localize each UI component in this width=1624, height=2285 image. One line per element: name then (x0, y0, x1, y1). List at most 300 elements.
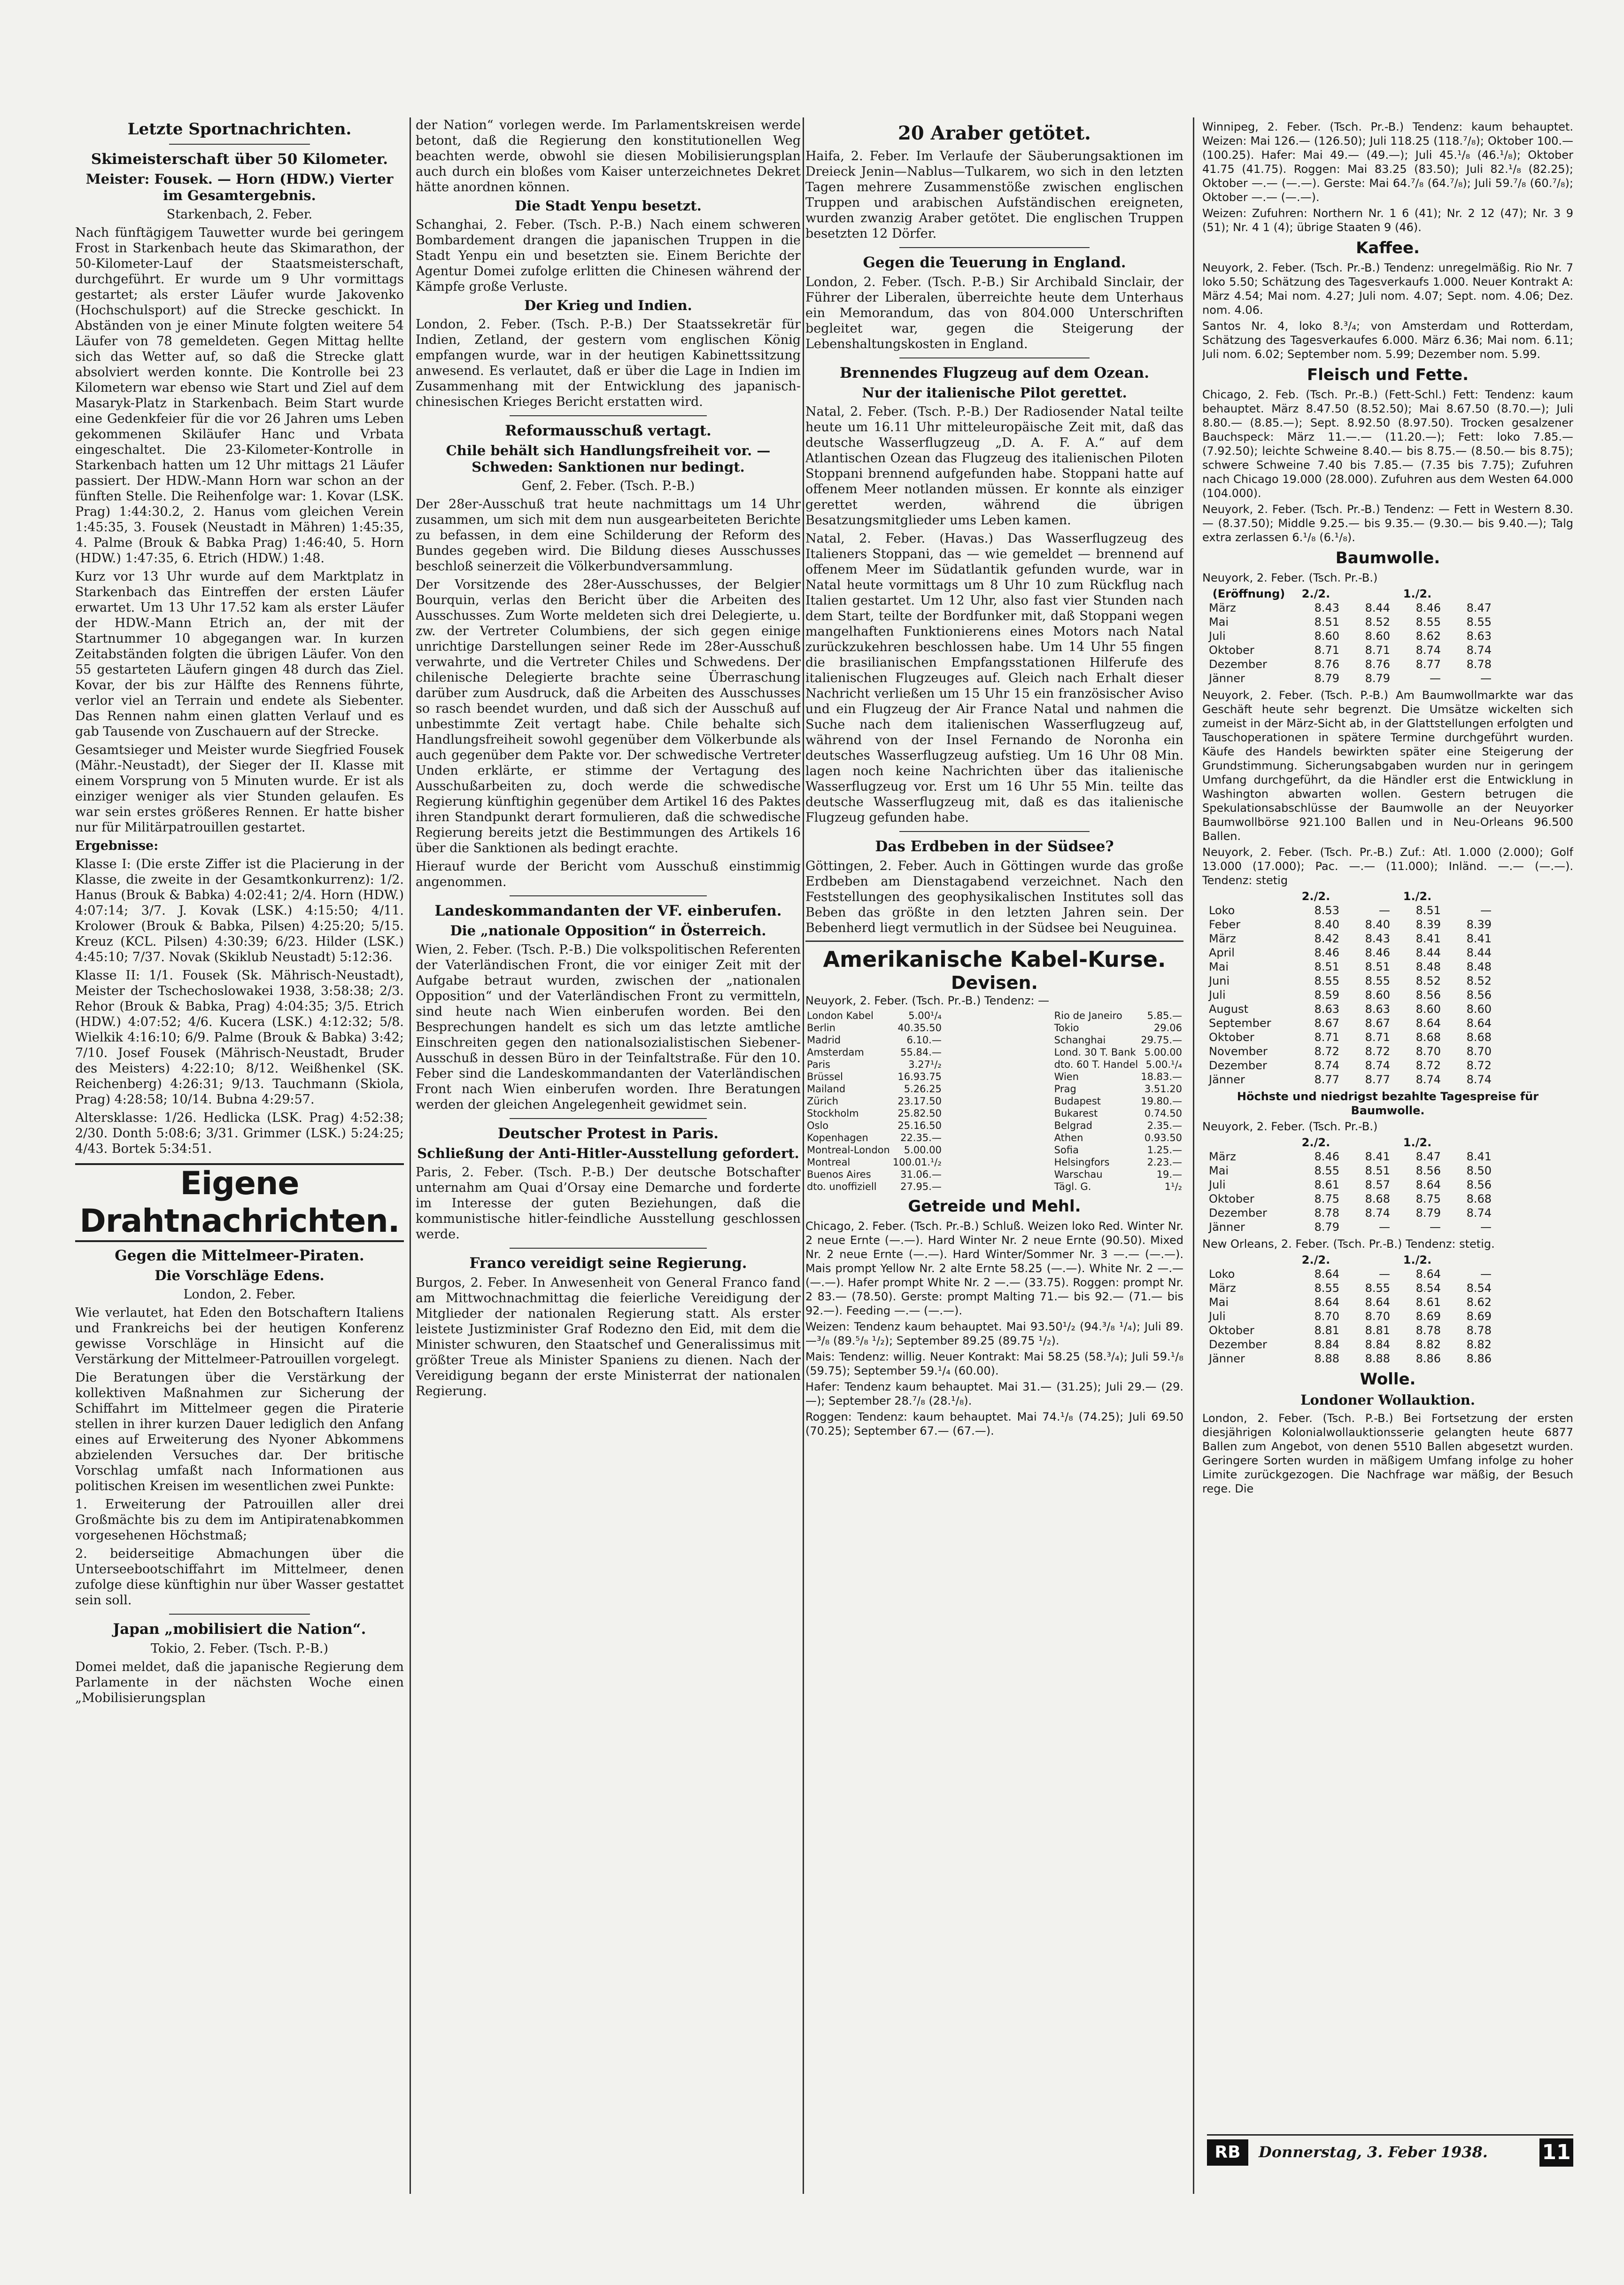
devisen-left-row (805, 1022, 943, 1034)
price-cell: 8.50 (1466, 1164, 1492, 1177)
table-header-cell (1443, 1253, 1493, 1267)
devisen-right-row (1053, 1119, 1183, 1132)
devisen-left-row (805, 1058, 943, 1071)
price-cell: 8.64 (1314, 1267, 1339, 1281)
med-paragraph-1: Wie verlautet, hat Eden den Botschaftern Italiens und Frankreichs bei der heutigen Konferenz gewisse Vorschläge in Hinsicht auf die Verstärkung der Mittelmeer-Patrouillen vorgelegt. (75, 1306, 404, 1367)
price-cell: 8.68 (1466, 1192, 1492, 1205)
table-row (1207, 1309, 1493, 1323)
getreide-paragraph-2: Weizen: Tendenz kaum behauptet. Mai 93.50¹/₂ (94.³/₈ ¹/₄); Juli 89.—³/₈ (89.⁵/₈ ¹/₂); September 89.25 (89.75 ¹/₂). (805, 1320, 1183, 1347)
devisen-right-row (1053, 1034, 1183, 1046)
table-row (1207, 960, 1493, 974)
flugzeug-subtitle: Nur der italienische Pilot gerettet. (862, 385, 1127, 401)
price-cell: 8.61 (1415, 1296, 1441, 1309)
currency-name: Schanghai (1054, 1034, 1106, 1046)
ski-results-age-class: Altersklasse: 1/26. Hedlicka (LSK. Prag) 4:52:38; 2/30. Donth 5:08:6; 3/31. Grimmer (LSK.) 5:24:25; 4/43. Bortek 5:34:51. (75, 1111, 404, 1156)
table-row (1207, 1220, 1493, 1234)
table-row (1207, 1002, 1493, 1016)
med-title: Gegen die Mittelmeer-Piraten. (115, 1247, 364, 1264)
currency-rate: 5.00.00 (1144, 1047, 1182, 1058)
london-wool-paragraph: London, 2. Feber. (Tsch. P.-B.) Bei Fortsetzung der ersten diesjährigen Kolonialwollauktionsserie gelangten heute 6877 Ballen zum Angebot, von denen 5510 Ballen abgesetzt wurden. Geringere Sorten wurden in mäßigem Umfang infolge zu hoher Limite zurückgezogen. Die Nachfrage war mäßig, der Besuch rege. Die (1202, 1412, 1573, 1495)
bw-paragraph-2: Neuyork, 2. Feber. (Tsch. Pr.-B.) Zuf.: Atl. 1.000 (2.000); Golf 13.000 (17.000); Pac. —.— (11.000); Inländ. —.— (—.—). Tendenz: stetig (1202, 846, 1573, 887)
vf-title: Landeskommandanten der VF. einberufen. (434, 902, 782, 919)
price-cell: — (1480, 672, 1492, 685)
bw2-table (1207, 889, 1493, 1087)
devisen-right-row (1053, 1168, 1183, 1181)
devisen-left-row (805, 1144, 943, 1156)
currency-rate: 100.01.¹/₂ (892, 1157, 942, 1168)
winnipeg-paragraph-2: Weizen: Zufuhren: Northern Nr. 1 6 (41); Nr. 2 12 (47); Nr. 3 9 (51); Nr. 4 1 (4); übrige Staaten 9 (46). (1202, 207, 1573, 234)
price-cell: 8.79 (1314, 1220, 1339, 1234)
devisen-left-row (805, 1095, 943, 1107)
reform-paragraph-3: Hierauf wurde der Bericht vom Ausschuß einstimmig angenommen. (416, 859, 801, 889)
med-paragraph-2: Die Beratungen über die Verstärkung der kollektiven Maßnahmen zur Sicherung der Schiffahrt im Mittelmeer gegen die Piraterie stellen in ihrer kurzen Dauer lediglich den Anfang eines auf Erweiterung des Nyoner Abkommens abzielenden Versuches dar. Der britische Vorschlag umfaßt nach Informationen aus politischen Kreisen im wesentlichen zwei Punkte: (75, 1370, 404, 1493)
table-header-cell (1341, 1135, 1392, 1150)
currency-rate: 23.17.50 (897, 1096, 942, 1107)
devisen-table-right (1053, 1010, 1183, 1193)
table-header-cell: (Eröffnung) (1212, 587, 1285, 600)
price-cell: 8.74 (1365, 1059, 1390, 1072)
price-cell: 8.39 (1466, 918, 1492, 931)
price-cell: 8.74 (1466, 1073, 1492, 1086)
devisen-right-row (1053, 1058, 1183, 1071)
med-subtitle: Die Vorschläge Edens. (155, 1267, 325, 1283)
currency-rate: 29.06 (1153, 1022, 1182, 1034)
issue-date: Donnerstag, 3. Feber 1938. (1259, 2143, 1488, 2161)
divider (510, 1248, 707, 1249)
price-cell: 8.74 (1466, 644, 1492, 657)
currency-name: Amsterdam (807, 1047, 864, 1058)
month-cell: Juli (1209, 1178, 1226, 1191)
price-cell: 8.71 (1314, 1031, 1339, 1044)
price-cell: 8.81 (1365, 1324, 1390, 1337)
currency-rate: 29.75.— (1141, 1034, 1182, 1046)
price-cell: 8.70 (1314, 1310, 1339, 1323)
ski-results-label: Ergebnisse: (75, 839, 159, 853)
devisen-right-row (1053, 1010, 1183, 1022)
price-cell: 8.71 (1365, 644, 1390, 657)
price-cell: 8.74 (1415, 644, 1441, 657)
jap-paragraph-2: der Nation“ vorlegen werde. Im Parlamentskreisen werde betont, daß die Regierung den konstitutionellen Weg beachten werde, obwohl sie diesen Mobilisierungsplan auch durch ein bloßes vom Kaiser unterzeichnetes Dekret hätte anordnen können. (416, 118, 801, 194)
divider (510, 415, 707, 416)
price-cell: 8.68 (1365, 1192, 1390, 1205)
price-cell: 8.54 (1415, 1282, 1441, 1295)
currency-rate: 1¹/₂ (1164, 1181, 1182, 1192)
price-cell: 8.82 (1466, 1338, 1492, 1351)
price-cell: 8.47 (1415, 1150, 1441, 1163)
table-row (1207, 1323, 1493, 1337)
devisen-right-row (1053, 1107, 1183, 1119)
price-cell: 8.57 (1365, 1178, 1390, 1191)
price-cell: 8.74 (1466, 1206, 1492, 1220)
table-row (1207, 643, 1493, 657)
divider (510, 1118, 707, 1119)
column-rule (1193, 117, 1194, 2194)
table-header-cell: 2./2. (1301, 587, 1330, 600)
price-cell: 8.53 (1314, 904, 1339, 917)
price-cell: 8.52 (1365, 615, 1390, 629)
erdbeben-paragraph: Göttingen, 2. Feber. Auch in Göttingen wurde das große Erdbeben am Dienstagabend verzeichnet. Nach den Feststellungen des geophysikalischen Institutes soll das Beben das größte in den letzten Jahren sein. Der Bebenherd liegt vermutlich in der Südsee bei Neuguinea. (805, 859, 1183, 935)
month-cell: März (1209, 1150, 1236, 1163)
price-cell: 8.54 (1466, 1282, 1492, 1295)
currency-name: Lond. 30 T. Bank (1054, 1047, 1136, 1058)
currency-name: Oslo (807, 1120, 829, 1131)
table-row (1207, 601, 1493, 615)
getreide-paragraph-5: Roggen: Tendenz: kaum behauptet. Mai 74.¹/₈ (74.25); Juli 69.50 (70.25); September 67.— (67.—). (805, 1410, 1183, 1438)
price-cell: 8.46 (1365, 946, 1390, 959)
price-cell: 8.41 (1466, 1150, 1492, 1163)
currency-name: Budapest (1054, 1096, 1101, 1107)
vf-paragraph: Wien, 2. Feber. (Tsch. P.-B.) Die volkspolitischen Referenten der Vaterländischen Front, die vor einiger Zeit mit der Aufgabe betraut wurden, zwischen der „nationalen Opposition“ und der Vaterländischen Front zu vermitteln, sind heute nach Wien einberufen worden. Bei den Besprechungen handelt es sich um das letzte amtliche Einschreiten gegen den nationalsozialistischen Siebener-Ausschuß in dessen Büro in der Teinfaltstraße. Für den 10. Feber sind die Landeskommandanten der Vaterländischen Front nach Wien einberufen worden. Ihre Beratungen werden der gleichen Angelegenheit gewidmet sein. (416, 942, 801, 1112)
price-cell: 8.48 (1415, 960, 1441, 973)
table-header-cell (1443, 1135, 1493, 1150)
table-row (1207, 615, 1493, 629)
price-cell: 8.60 (1314, 630, 1339, 643)
price-cell: 8.69 (1466, 1310, 1492, 1323)
column-rule (803, 117, 804, 2194)
month-cell: Jänner (1209, 1352, 1245, 1365)
arab-title: 20 Araber getötet. (898, 122, 1091, 144)
devisen-right-row (1053, 1046, 1183, 1058)
devisen-right-row (1053, 1144, 1183, 1156)
kaffee-title: Kaffee. (1356, 239, 1420, 257)
table-row (1207, 1281, 1493, 1295)
kabel-title: Amerikanische Kabel-Kurse. (823, 947, 1166, 972)
price-cell: 8.56 (1466, 1178, 1492, 1191)
paris-title: Deutscher Protest in Paris. (497, 1125, 719, 1142)
price-cell: 8.74 (1415, 1073, 1441, 1086)
price-cell: 8.72 (1415, 1059, 1441, 1072)
divider (169, 144, 310, 145)
devisen-right-row (1053, 1132, 1183, 1144)
price-cell: 8.61 (1314, 1178, 1339, 1191)
devisen-left-row (805, 1107, 943, 1119)
ski-paragraph-1: Nach fünftägigem Tauwetter wurde bei geringem Frost in Starkenbach heute das Skimarathon, der 50-Kilometer-Lauf der Staatsmeisterschaft, durchgeführt. Er wurde um 9 Uhr vormittags gestartet; als erster Läufer wurde Jakovenko (Hochschulsport) auf die Strecke geschickt. In Abständen von je einer Minute folgten weitere 54 Läufer von 78 gemeldeten. Gegen Mittag hellte sich das Wetter auf, so daß die Strecke glatt absolviert werden konnte. Die Kontrolle bei 23 Kilometern war ebenso wie Start und Ziel auf dem Masaryk-Platz in Starkenbach. Beim Start wurde eine Gedenkfeier für die vor 26 Jahren ums Leben gekommenen Skiläufer Hanc und Vrbata eingeschaltet. Die 23-Kilometer-Kontrolle in Starkenbach hatten um 12 Uhr mittags 21 Läufer passiert. Der HDW.-Mann Horn war schon an der fünften Stelle. Die Reihenfolge war: 1. Kovar (LSK. Prag) 1:44:30.2, 2. Hanus vom gleichen Verein 1:45:35, 3. Fousek (Neustadt in Mähren) 1:45:35, 4. Palme (Brouk & Babka Prag) 1:46:40, 5. Horn (HDW.) 1:47:35, 6. Etrich (HDW.) 1:48. (75, 225, 404, 566)
price-cell: — (1480, 904, 1492, 917)
price-cell: 8.43 (1365, 932, 1390, 945)
price-cell: 8.79 (1365, 672, 1390, 685)
devisen-block (805, 994, 1183, 1438)
month-cell: Feber (1209, 918, 1241, 931)
currency-name: Athen (1054, 1132, 1083, 1143)
month-cell: Jänner (1209, 1073, 1245, 1086)
paris-paragraph: Paris, 2. Feber. (Tsch. P.-B.) Der deutsche Botschafter unternahm am Quai d’Orsay eine Demarche und forderte im Interesse der guten Beziehungen, daß die kommunistische hitler-feindliche Ausstellung geschlossen werde. (416, 1165, 801, 1242)
month-cell: Jänner (1209, 1220, 1245, 1234)
currency-name: Tokio (1054, 1022, 1079, 1034)
sport-heading: Letzte Sportnachrichten. (127, 120, 352, 139)
flugzeug-paragraph-2: Natal, 2. Feber. (Havas.) Das Wasserflugzeug des Italieners Stoppani, das — wie gemeldet — brennend auf offenem Meer im Südatlantik gefunden wurde, war in Natal heute vormittags um 8 Uhr 10 zum Rückflug nach Italien gestartet. Um 12 Uhr, also fast vier Stunden nach dem Start, teilte der Bordfunker mit, daß Stoppani wegen mangelhaften Funktionierens eines Motors nach Natal zurückzukehren beschlossen habe. Um 14 Uhr 55 fingen die brasilianischen Empfangsstationen Hilferufe des italienischen Flugzeuges auf. Gleich nach Erhalt dieser Nachricht verließen um 15 Uhr 15 ein französischer Aviso und ein Flugzeug der Air France Natal und nahmen die Suche nach dem italienischen Wasserflugzeug auf, während von der Insel Fernando de Noronha ein deutsches Wasserflugzeug aufstieg. Um 16 Uhr 08 Min. lagen noch keine Nachrichten über das italienische Wasserflugzeug vor. Erst um 16 Uhr 55 Min. teilte das deutsche Wasserflugzeug mit, daß es das italienische Flugzeug gefunden habe. (805, 531, 1183, 825)
month-cell: Juli (1209, 1310, 1226, 1323)
month-cell: Oktober (1209, 1324, 1254, 1337)
price-cell: 8.51 (1415, 904, 1441, 917)
price-cell: 8.70 (1365, 1310, 1390, 1323)
ski-subtitle: Meister: Fousek. — Horn (HDW.) Vierter im Gesamtergebnis. (85, 171, 394, 203)
table-row (1207, 1016, 1493, 1030)
currency-rate: 25.16.50 (897, 1120, 942, 1131)
table-row (1207, 629, 1493, 643)
price-cell: 8.70 (1466, 1045, 1492, 1058)
paris-subtitle: Schließung der Anti-Hitler-Ausstellung gefordert. (417, 1145, 799, 1161)
getreide-paragraph-3: Mais: Tendenz: willig. Neuer Kontrakt: Mai 58.25 (58.³/₄); Juli 59.¹/₈ (59.75); September 59.¹/₄ (60.00). (805, 1350, 1183, 1377)
currency-rate: 55.84.— (900, 1047, 942, 1058)
price-cell: 8.52 (1466, 974, 1492, 987)
table-header-cell (1207, 889, 1291, 903)
jap-title: Japan „mobilisiert die Nation“. (113, 1621, 366, 1638)
month-cell: März (1209, 601, 1236, 614)
currency-name: Bukarest (1054, 1108, 1098, 1119)
price-cell: 8.63 (1466, 630, 1492, 643)
kaffee-paragraph-1: Neuyork, 2. Feber. (Tsch. Pr.-B.) Tendenz: unregelmäßig. Rio Nr. 7 loko 5.50; Schätzung des Tagesverkaufs 1.000. Neuer Kontrakt A: März 4.54; Mai nom. 4.27; Juli nom. 4.07; Sept. nom. 4.06; Dez. nom. 4.06. (1202, 261, 1573, 317)
baumwolle-title: Baumwolle. (1335, 549, 1440, 567)
price-cell: 8.74 (1314, 1059, 1339, 1072)
med-paragraph-3: 1. Erweiterung der Patrouillen aller drei Großmächte bis zu dem im Antipiratenabkommen vorgesehenen Höchstmaß; (75, 1497, 404, 1543)
price-cell: 8.41 (1466, 932, 1492, 945)
table-header-cell (1443, 889, 1493, 903)
table-row (1207, 1178, 1493, 1192)
price-cell: 8.79 (1314, 672, 1339, 685)
price-cell: 8.84 (1314, 1338, 1339, 1351)
yenpu-title: Die Stadt Yenpu besetzt. (515, 198, 702, 214)
price-cell: 8.77 (1415, 658, 1441, 671)
table-row (1207, 1206, 1493, 1220)
currency-rate: 2.23.— (1147, 1157, 1182, 1168)
currency-rate: 19.— (1156, 1169, 1182, 1180)
price-cell: 8.68 (1466, 1031, 1492, 1044)
month-cell: Dezember (1209, 1338, 1267, 1351)
table-row (1207, 1352, 1493, 1366)
divider (805, 940, 1183, 942)
price-cell: — (1379, 1220, 1390, 1234)
newspaper-logo: RB (1207, 2139, 1248, 2166)
flugzeug-title: Brennendes Flugzeug auf dem Ozean. (839, 365, 1150, 381)
price-cell: 8.46 (1314, 946, 1339, 959)
divider (899, 831, 1090, 832)
month-cell: April (1209, 946, 1235, 959)
table-row (1207, 1044, 1493, 1058)
currency-name: Buenos Aires (807, 1169, 871, 1180)
price-cell: 8.47 (1466, 601, 1492, 614)
table-row (1207, 1164, 1493, 1178)
erdbeben-title: Das Erdbeben in der Südsee? (875, 838, 1114, 855)
currency-rate: 6.10.— (906, 1034, 942, 1046)
price-cell: 8.41 (1415, 932, 1441, 945)
currency-rate: 25.82.50 (897, 1108, 942, 1119)
price-cell: 8.42 (1314, 932, 1339, 945)
price-cell: — (1480, 1220, 1492, 1234)
month-cell: Oktober (1209, 644, 1254, 657)
page-number: 11 (1539, 2138, 1573, 2167)
month-cell: Juli (1209, 630, 1226, 643)
month-cell: November (1209, 1045, 1268, 1058)
price-cell: 8.78 (1314, 1206, 1339, 1220)
price-cell: 8.41 (1365, 1150, 1390, 1163)
price-cell: 8.88 (1314, 1352, 1339, 1365)
price-cell: 8.39 (1415, 918, 1441, 931)
jap-paragraph-1: Domei meldet, daß die japanische Regierung dem Parlamente in der nächsten Woche einen „Mobilisierungsplan (75, 1660, 404, 1705)
month-cell: Jänner (1209, 672, 1245, 685)
price-cell: 8.63 (1314, 1003, 1339, 1016)
ski-results-class-2: Klasse II: 1/1. Fousek (Sk. Mährisch-Neustadt), Meister der Tschechoslowakei 1938, 3:58:38; 2/3. Rehor (Brouk & Babka, Prag) 4:04:35; 3/5. Etrich (HDW.) 4:07:52; 4/6. Kucera (LSK.) 4:12:32; 5/8. Wielkik 4:16:10; 6/9. Palme (Brouk & Babka) 3:42; 7/10. Josef Fousek (Mährisch-Neustadt, Bruder des Meisters) 4:22:10; 8/12. Weißhenkel (SK. Reichenberg) 4:26:31; 9/13. Tauchmann (Skiola, Prag) 4:28:58; 10/14. Bubna 4:29:57. (75, 968, 404, 1107)
table-row (1207, 1058, 1493, 1073)
price-cell: 8.56 (1415, 1164, 1441, 1177)
column-3 (805, 117, 1183, 2194)
price-cell: 8.71 (1314, 644, 1339, 657)
fleisch-title: Fleisch und Fette. (1307, 365, 1469, 384)
month-cell: März (1209, 932, 1236, 945)
price-cell: 8.55 (1415, 615, 1441, 629)
price-cell: 8.51 (1314, 615, 1339, 629)
bw1-table (1207, 587, 1493, 685)
currency-rate: 5.00.¹/₄ (1145, 1059, 1182, 1070)
devisen-left-row (805, 1010, 943, 1022)
month-cell: Dezember (1209, 1059, 1267, 1072)
month-cell: Mai (1209, 960, 1229, 973)
ski-title: Skimeisterschaft über 50 Kilometer. (91, 151, 388, 168)
arab-paragraph: Haifa, 2. Feber. Im Verlaufe der Säuberungsaktionen im Dreieck Jenin—Nablus—Tulkarem, wo sich in den letzten Tagen mehrere Zusammenstöße zwischen englischen Truppen und arabischen Aufständischen ereigneten, wurden zwanzig Araber getötet. Die englischen Truppen besetzten 12 Dörfer. (805, 149, 1183, 241)
bw3-header: Neuyork, 2. Feber. (Tsch. Pr.-B.) (1202, 1120, 1378, 1133)
table-row (1207, 1192, 1493, 1206)
price-cell: 8.44 (1365, 601, 1390, 614)
reform-paragraph-1: Der 28er-Ausschuß trat heute nachmittags um 14 Uhr zusammen, um sich mit dem nun ausgearbeiteten Berichte zu befassen, in dem eine Schilderung der Reform des Bundes gegeben wird. Die Bildung dieses Ausschusses beschloß seinerzeit die Völkerbundversammlung. (416, 497, 801, 574)
jap-dateline: Tokio, 2. Feber. (Tsch. P.-B.) (151, 1641, 328, 1656)
page-footer (1207, 2134, 1573, 2169)
devisen-right-row (1053, 1156, 1183, 1168)
section-banner: Eigene Drahtnachrichten. (75, 1163, 404, 1242)
reform-title: Reformausschuß vertagt. (505, 422, 711, 439)
price-cell: 8.46 (1415, 601, 1441, 614)
price-cell: 8.56 (1466, 988, 1492, 1002)
currency-name: Mailand (807, 1083, 846, 1095)
price-cell: 8.48 (1466, 960, 1492, 973)
price-cell: 8.63 (1365, 1003, 1390, 1016)
price-cell: 8.70 (1415, 1045, 1441, 1058)
table-row (1207, 1337, 1493, 1352)
month-cell: Juni (1209, 974, 1230, 987)
price-cell: 8.55 (1314, 974, 1339, 987)
month-cell: Oktober (1209, 1192, 1254, 1205)
month-cell: März (1209, 1282, 1236, 1295)
currency-name: Montreal-London (807, 1144, 890, 1156)
devisen-left-row (805, 1034, 943, 1046)
currency-rate: 31.06.— (900, 1169, 942, 1180)
price-cell: 8.60 (1415, 1003, 1441, 1016)
price-cell: 8.62 (1466, 1296, 1492, 1309)
price-cell: 8.64 (1415, 1017, 1441, 1030)
table-header-cell (1207, 1253, 1291, 1267)
currency-name: dto. unoffiziell (807, 1181, 877, 1192)
table-header-cell: 2./2. (1301, 890, 1330, 903)
table-header-cell: 2./2. (1301, 1253, 1330, 1267)
price-cell: 8.75 (1415, 1192, 1441, 1205)
price-cell: 8.55 (1314, 1282, 1339, 1295)
currency-rate: 22.35.— (900, 1132, 942, 1143)
column-2 (416, 117, 801, 2194)
currency-rate: 19.80.— (1141, 1096, 1182, 1107)
table-row (1207, 974, 1493, 988)
devisen-left-row (805, 1083, 943, 1095)
table-row (1207, 932, 1493, 946)
price-cell: 8.64 (1365, 1296, 1390, 1309)
price-cell: 8.46 (1314, 1150, 1339, 1163)
bw3-table (1207, 1135, 1493, 1234)
price-cell: 8.69 (1415, 1310, 1441, 1323)
currency-name: Montreal (807, 1157, 851, 1168)
table-header-cell: 1./2. (1403, 1253, 1432, 1267)
table-header-cell: 1./2. (1403, 890, 1432, 903)
currency-rate: 1.25.— (1147, 1144, 1182, 1156)
month-cell: Mai (1209, 615, 1229, 629)
price-cell: 8.72 (1466, 1059, 1492, 1072)
currency-name: Prag (1054, 1083, 1076, 1095)
price-cell: 8.76 (1365, 658, 1390, 671)
price-cell: 8.79 (1415, 1206, 1441, 1220)
price-cell: 8.60 (1466, 1003, 1492, 1016)
currency-name: dto. 60 T. Handel (1054, 1059, 1138, 1070)
vf-subtitle: Die „nationale Opposition“ in Österreich. (450, 923, 766, 939)
table-header-cell: 2./2. (1301, 1136, 1330, 1149)
table-header-cell (1443, 587, 1493, 601)
column-1 (75, 117, 404, 2194)
price-cell: 8.68 (1415, 1031, 1441, 1044)
currency-rate: 18.83.— (1141, 1071, 1182, 1082)
month-cell: Mai (1209, 1296, 1229, 1309)
winnipeg-paragraph-1: Winnipeg, 2. Feber. (Tsch. Pr.-B.) Tendenz: kaum behauptet. Weizen: Mai 126.— (126.50); Juli 118.25 (118.⁷/₈); Oktober 100.— (100.25). Hafer: Mai 49.— (49.—); Juli 45.¹/₈ (46.¹/₈); Oktober 41.75 (41.75). Roggen: Mai 83.25 (83.50); Juli 82.¹/₈ (82.25); Oktober —.— (—.—). Gerste: Mai 64.⁷/₈ (64.⁷/₈); Juli 59.⁷/₈ (60.⁷/₈); Oktober —.— (—.—). (1202, 120, 1573, 204)
price-cell: 8.86 (1415, 1352, 1441, 1365)
reform-subtitle: Chile behält sich Handlungsfreiheit vor. — Schweden: Sanktionen nur bedingt. (446, 443, 771, 475)
divider (899, 247, 1090, 248)
table-header-cell (1207, 1135, 1291, 1150)
month-cell: August (1209, 1003, 1248, 1016)
price-cell: 8.67 (1365, 1017, 1390, 1030)
currency-name: Tägl. G. (1054, 1181, 1091, 1192)
price-cell: 8.84 (1365, 1338, 1390, 1351)
table-header-cell: 1./2. (1403, 587, 1432, 600)
flugzeug-paragraph-1: Natal, 2. Feber. (Tsch. P.-B.) Der Radiosender Natal teilte heute um 16.11 Uhr mitteleuropäische Zeit mit, daß das deutsche Wasserflugzeug „D. A. F. A.“ auf dem Atlantischen Ozean das Flugzeug des italienischen Piloten Stoppani brennend aufgefunden habe. Stoppani hatte auf offenem Meer notlanden müssen. Er konnte als einziger gerettet werden, während die übrigen Besatzungsmitglieder ums Leben kamen. (805, 404, 1183, 528)
table-row (1207, 1150, 1493, 1164)
price-cell: 8.76 (1314, 658, 1339, 671)
price-cell: 8.43 (1314, 601, 1339, 614)
kaffee-paragraph-2: Santos Nr. 4, loko 8.³/₄; von Amsterdam und Rotterdam, Schätzung des Tagesverkaufes 6.000. März 6.36; Mai nom. 6.11; Juli nom. 6.02; September nom. 5.99; Dezember nom. 5.99. (1202, 319, 1573, 361)
price-cell: 8.56 (1415, 988, 1441, 1002)
devisen-header: Neuyork, 2. Feber. (Tsch. Pr.-B.) Tendenz: — (805, 994, 1050, 1007)
devisen-left-row (805, 1156, 943, 1168)
currency-rate: 40.35.50 (897, 1022, 942, 1034)
bw4-header: New Orleans, 2. Feber. (Tsch. Pr.-B.) Tendenz: stetig. (1202, 1237, 1495, 1251)
devisen-right-row (1053, 1071, 1183, 1083)
reform-dateline: Genf, 2. Feber. (Tsch. P.-B.) (521, 479, 695, 493)
price-cell: 8.55 (1314, 1164, 1339, 1177)
table-row (1207, 903, 1493, 917)
table-row (1207, 1073, 1493, 1087)
currency-rate: 5.26.25 (904, 1083, 942, 1095)
london-wool-title: Londoner Wollauktion. (1300, 1392, 1475, 1408)
column-4 (1202, 120, 1573, 2135)
devisen-left-row (805, 1071, 943, 1083)
bw-paragraph-1: Neuyork, 2. Feber. (Tsch. P.-B.) Am Baumwollmarkte war das Geschäft heute sehr begrenzt. Die Umsätze wickelten sich zumeist in der März-Sicht ab, in der Glattstellungen erfolgten und Tauschoperationen in spätere Termine durchgeführt wurden. Käufe des Handels bewirkten später eine Steigerung der Grundstimmung. Sicherungsabgaben wurden nur in geringem Umfang durchgeführt, da die Händler erst die Entwicklung in Washington abwarten wollen. Gestern betrugen die Spekulationsabschlüsse der Baumwolle an der Neuyorker Baumwollbörse 921.100 Ballen und in Neu-Orleans 96.500 Ballen. (1202, 689, 1573, 843)
currency-name: Berlin (807, 1022, 835, 1034)
currency-name: Stockholm (807, 1108, 859, 1119)
reform-paragraph-2: Der Vorsitzende des 28er-Ausschusses, der Belgier Bourquin, verlas den Bericht über die Arbeiten des Ausschusses. Zum Worte meldeten sich drei Delegierte, u. zw. der Vertreter Columbiens, der sich gegen einige unrichtige Darstellungen seiner Rede im 28er-Ausschuß verwahrte, und die Vertreter Chiles und Schwedens. Der chilenische Delegierte brachte seine Überraschung darüber zum Ausdruck, daß die Arbeiten des Ausschusses so rasch beendet wurden, und daß sich der Ausschuß auf unbestimmte Zeit vertagt habe. Chile behalte sich Handlungsfreiheit sowohl gegenüber dem Völkerbunde als auch gegenüber dem Pakte vor. Der schwedische Vertreter Unden erklärte, er stimme der Vertagung des Ausschußarbeiten zu, doch werde die schwedische Regierung künftighin gegenüber dem Artikel 16 des Paktes ihren Standpunkt derart formulieren, daß die schwedische Regierung bereits jetzt die Bestimmungen des Artikels 16 über die Sanktionen als bedingt erachte. (416, 577, 801, 855)
table-row (1207, 657, 1493, 671)
currency-rate: 27.95.— (900, 1181, 942, 1192)
ski-paragraph-3: Gesamtsieger und Meister wurde Siegfried Fousek (Mähr.-Neustadt), der Sieger der II. Klasse mit einem Vorsprung von 5 Minuten wurde. Er ist als einziger weniger als vier Stunden gelaufen. Es war sein erstes größeres Rennen. Er hatte bisher nur für Militärpatrouillen gestartet. (75, 743, 404, 835)
table-header-cell: 1./2. (1403, 1136, 1432, 1149)
price-cell: 8.64 (1415, 1267, 1441, 1281)
price-cell: 8.86 (1466, 1352, 1492, 1365)
ski-dateline: Starkenbach, 2. Feber. (166, 207, 313, 222)
currency-name: Madrid (807, 1034, 841, 1046)
price-cell: — (1430, 1220, 1441, 1234)
getreide-title: Getreide und Mehl. (908, 1197, 1081, 1216)
